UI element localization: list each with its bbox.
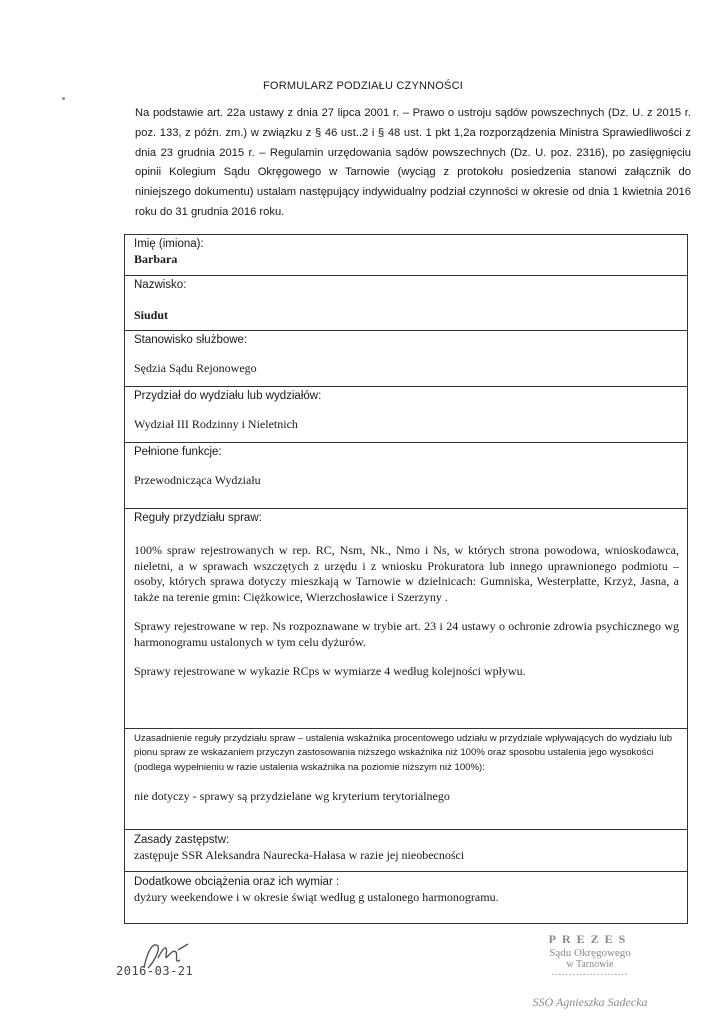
stamp-dots: ...................... (551, 967, 629, 978)
additional-label: Dodatkowe obciążenia oraz ich wymiar : (134, 876, 340, 888)
rules-paragraph-3: Sprawy rejestrowane w wykazie RCps w wymiarze 4 według kolejności wpływu. (134, 664, 526, 678)
position-section (125, 331, 687, 387)
last-name-label: Nazwisko: (134, 279, 187, 291)
stamp-title: PREZES (548, 932, 632, 946)
intro-paragraph: Na podstawie art. 22a ustawy z dnia 27 lipca 2001 r. – Prawo o ustroju sądów powszechnych (Dz. U. z 2015 r. poz. 133, z późn. zm.) w związku z § 46 ust..2 i § 48 ust. 1 pkt 1,2a rozporządzenia Ministra Sprawiedliwości z dnia 23 grudnia 2015 r. – Regulamin urzędowania sądów powszechnych (Dz. U. poz. 2316), po zasięgnięciu opinii Kolegium Sądu Okręgowego w Tarnowie (wyciąg z protokołu posiedzenia stanowi załącznik do niniejszego dokumentu) ustalam następujący indywidualny podział czynności w okresie od dnia 1 kwietnia 2016 roku do 31 grudnia 2016 roku. (135, 107, 691, 218)
functions-section (125, 443, 687, 509)
substitution-section (125, 830, 687, 872)
rules-section (125, 509, 687, 729)
stamp-city: w Tarnowie (566, 959, 614, 970)
president-stamp (505, 932, 675, 1010)
assignment-form (124, 234, 688, 924)
rules-paragraph-2: Sprawy rejestrowane w rep. Ns rozpoznawane w trybie art. 23 i 24 ustawy o ochronie zdrowia psychicznego wg harmonogramu ustalonych w tym celu dyżurów. (134, 619, 679, 649)
first-name-label: Imię (imiona): (134, 238, 204, 250)
functions-label: Pełnione funkcje: (134, 446, 222, 458)
rules-label: Reguły przydziału spraw: (134, 512, 262, 524)
division-section (125, 387, 687, 443)
stamp-court: Sądu Okręgowego (549, 947, 631, 959)
rules-paragraph-1: 100% spraw rejestrowanych w rep. RC, Nsm, Nk., Nmo i Ns, w których strona powodowa, wnioskodawca, nieletni, a w sprawach wszczętych z urzędu i z wniosku Prokuratora lub innego uprawnionego podmiotu – osoby, których sprawa dotyczy mieszkają w Tarnowie w dzielnicach: Gumniska, Westerplatte, Krzyż, Jasna, a także na terenie gmin: Ciężkowice, Wierzchosławice i Szerzyny . (134, 543, 679, 604)
first-name-section (125, 235, 687, 276)
division-label: Przydział do wydziału lub wydziałów: (134, 390, 322, 402)
substitution-label: Zasady zastępstw: (134, 834, 230, 846)
division-value: Wydział III Rodzinny i Nieletnich (134, 417, 298, 431)
additional-section (125, 872, 687, 924)
position-value: Sędzia Sądu Rejonowego (134, 361, 257, 375)
signature-date: 2016-03-21 (116, 964, 194, 978)
scan-speck (62, 97, 65, 100)
justification-section (125, 729, 687, 830)
first-name-value: Barbara (134, 252, 178, 266)
functions-value: Przewodnicząca Wydziału (134, 473, 261, 487)
last-name-section (125, 276, 687, 331)
last-name-value: Siudut (134, 308, 169, 322)
stamp-signature: SSO Agnieszka Sadecka (532, 995, 648, 1009)
position-label: Stanowisko służbowe: (134, 334, 248, 346)
additional-value: dyżury weekendowe i w okresie świąt według g ustalonego harmonogramu. (134, 890, 499, 904)
justification-label: Uzasadnienie reguły przydziału spraw – ustalenia wskaźnika procentowego udziału w przydziale wpływających do wydziału lub pionu spraw ze wskazaniem przyczyn zastosowania niższego wskaźnika niż 100% oraz sposobu ustalenia jego wysokości (podlega wypełnieniu w razie ustalenia wskaźnika na poziomie niższym niż 100%): (134, 733, 673, 773)
justification-value: nie dotyczy - sprawy są przydzielane wg kryterium terytorialnego (134, 789, 450, 804)
substitution-value: zastępuje SSR Aleksandra Naurecka-Hałasa w razie jej nieobecności (134, 848, 465, 862)
document-title: FORMULARZ PODZIAŁU CZYNNOŚCI (263, 80, 463, 92)
